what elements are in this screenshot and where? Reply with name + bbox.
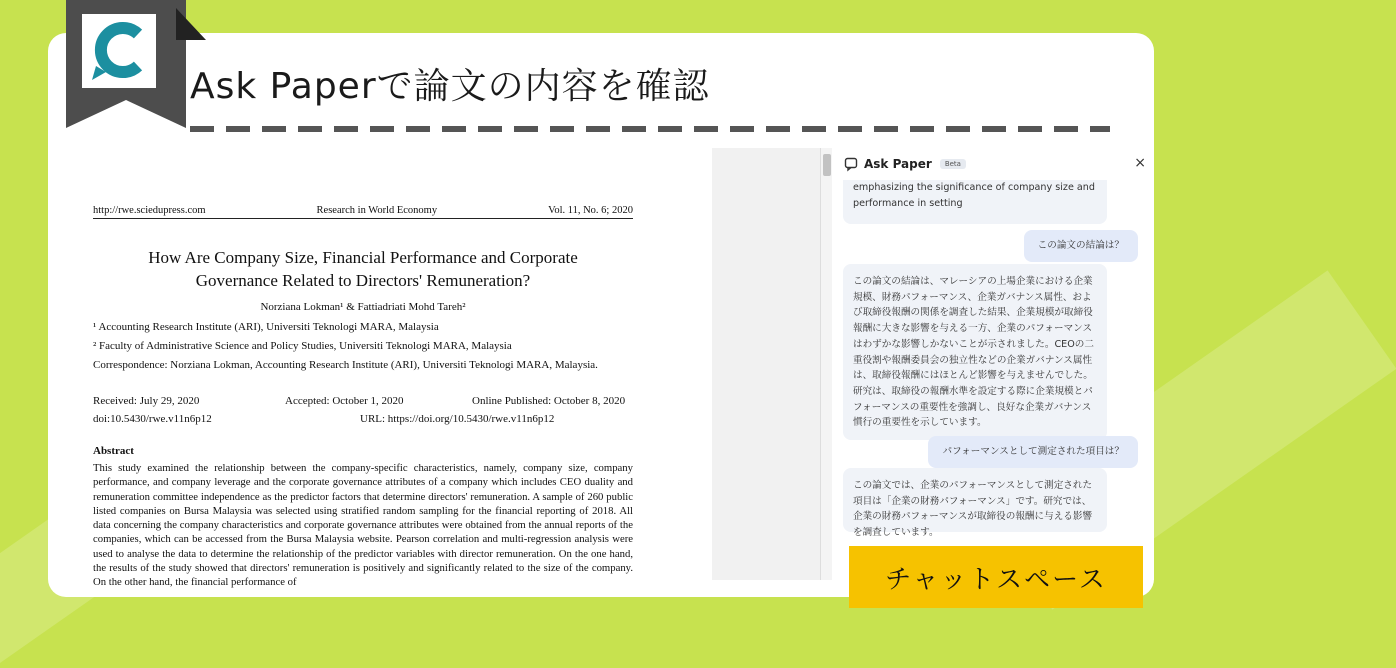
affiliation-2: ² Faculty of Administrative Science and Policy Studies, Universiti Teknologi MARA, Malaysia: [93, 340, 512, 352]
chat-message-bot: この論文では、企業のパフォーマンスとして測定された項目は「企業の財務パフォーマンス」です。研究では、企業の財務パフォーマンスが取締役の報酬に与える影響を調査しています。: [843, 468, 1107, 532]
close-icon[interactable]: ×: [1134, 155, 1146, 171]
abstract-heading: Abstract: [93, 445, 134, 457]
journal-name: Research in World Economy: [316, 205, 438, 216]
received-date: Received: July 29, 2020: [93, 395, 200, 407]
paper-title: [93, 246, 633, 292]
logo-bookmark: [66, 0, 186, 128]
abstract-text: This study examined the relationship between the company-specific characteristics, namely, company size, company performance, and company leverage and the corporate governance attributes of a company which includes CEO duality and remuneration committee independence as the predictor factors that determine directors' remuneration. A sample of 260 public listed companies on Bursa Malaysia was selected using stratified random sampling for the financial reporting of 2018. All data concerning the company characteristics and corporate governance attributes were obtained from the annual reports of the companies, which can be accessed from the Bursa Malaysia website. Pearson correlation and multi-regression analysis were used to analyse the data to determine the relationship of the predictor variables with director remuneration. On the one hand, the results of the study showed that directors' remuneration is positively and significantly related to the size of the company. On the other hand, the financial performance of: [93, 462, 633, 589]
paper-authors: Norziana Lokman¹ & Fattiadriati Mohd Tareh²: [260, 301, 466, 313]
chat-header: [832, 148, 1154, 180]
paper-title-line: How Are Company Size, Financial Performance and Corporate: [148, 248, 578, 267]
chat-message-bot: emphasizing the significance of company size and performance in setting: [843, 168, 1107, 224]
journal-volume: Vol. 11, No. 6; 2020: [548, 205, 633, 216]
paper-doi-url[interactable]: URL: https://doi.org/10.5430/rwe.v11n6p12: [360, 413, 555, 425]
journal-url: http://rwe.sciedupress.com: [93, 205, 206, 216]
page-title: Ask Paperで論文の内容を確認: [190, 66, 710, 107]
dashed-divider: [190, 126, 1110, 132]
affiliation-1: ¹ Accounting Research Institute (ARI), Universiti Teknologi MARA, Malaysia: [93, 321, 439, 333]
chat-icon: [844, 157, 858, 171]
chat-message-user: パフォーマンスとして測定された項目は？: [928, 436, 1138, 468]
chat-title: Ask Paper: [864, 157, 932, 171]
viewer-gutter: [712, 148, 820, 580]
paper-title-line: Governance Related to Directors' Remuneration?: [195, 271, 531, 290]
beta-badge: Beta: [940, 159, 966, 169]
pdf-viewer[interactable]: [56, 148, 712, 589]
chat-message-user: この論文の結論は？: [1024, 230, 1138, 262]
chat-space-label: チャットスペース: [849, 546, 1143, 608]
accepted-date: Accepted: October 1, 2020: [285, 395, 404, 407]
published-date: Online Published: October 8, 2020: [472, 395, 626, 407]
correspondence: Correspondence: Norziana Lokman, Accounting Research Institute (ARI), Universiti Teknologi MARA, Malaysia.: [93, 359, 598, 371]
chat-panel: [832, 148, 1154, 580]
paper-doi: doi:10.5430/rwe.v11n6p12: [93, 413, 212, 425]
pdf-scrollbar-thumb[interactable]: [823, 154, 831, 176]
chat-message-bot: この論文の結論は、マレーシアの上場企業における企業規模、財務パフォーマンス、企業ガバナンス属性、および取締役報酬の関係を調査した結果、企業規模が取締役報酬に大きな影響を与える一方、企業のパフォーマンスはわずかな影響しかないことが示されました。CEOの二重役割や報酬委員会の独立性などの企業ガバナンス属性は、取締役報酬にはほとんど影響を与えませんでした。研究は、取締役の報酬水準を設定する際に企業規模とパフォーマンスの重要性を強調し、良好な企業ガバナンス慣行の重要性を示しています。: [843, 264, 1107, 440]
paper-running-header: [93, 205, 633, 219]
